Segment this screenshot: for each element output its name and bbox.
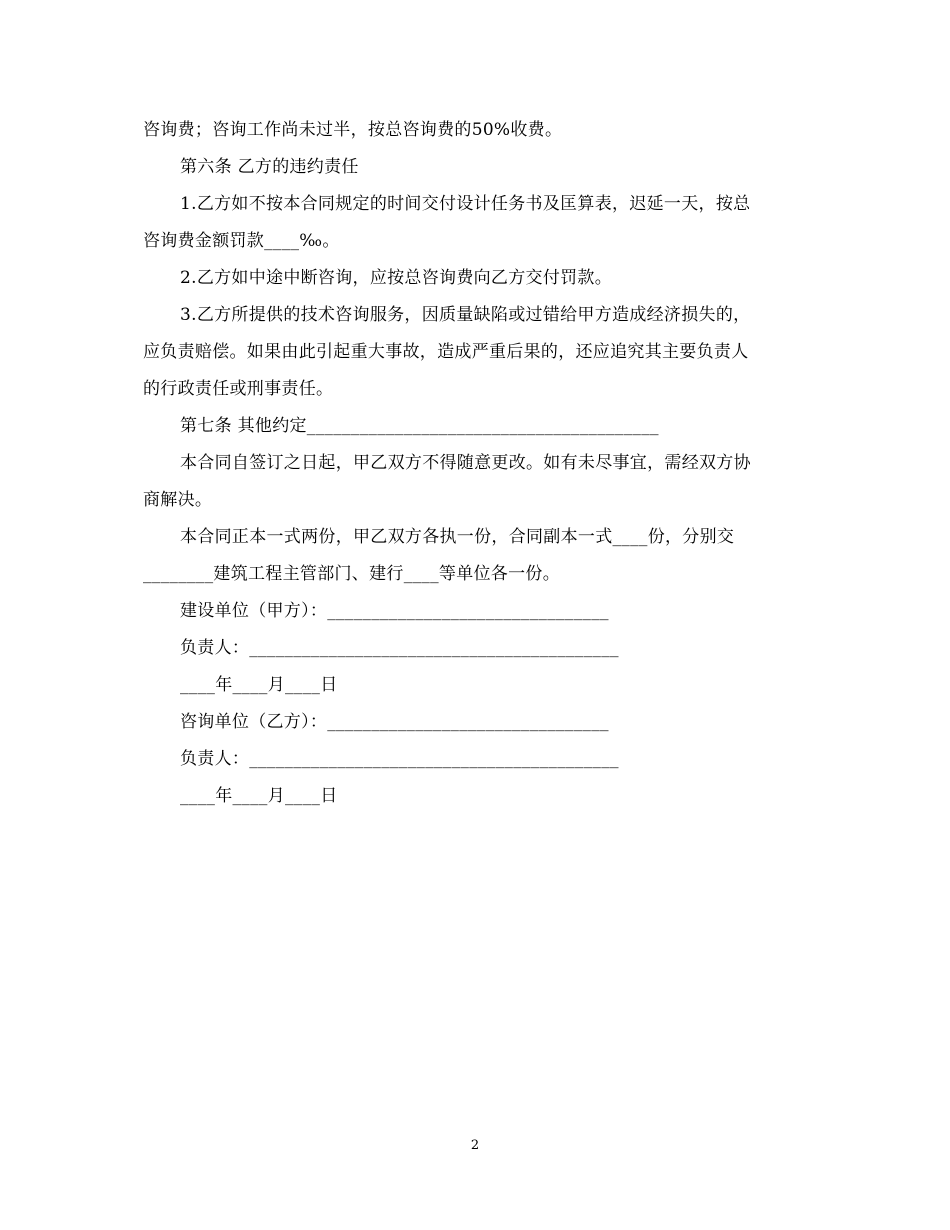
paragraph-line: 本合同自签订之日起，甲乙双方不得随意更改。如有未尽事宜，需经双方协 bbox=[180, 453, 751, 473]
signature-field: 建设单位（甲方）：________________________________ bbox=[180, 601, 609, 621]
section-heading: 第六条 乙方的违约责任 bbox=[180, 157, 359, 177]
signature-field: 负责人：__________________________________________ bbox=[180, 749, 619, 769]
section-heading: 第七条 其他约定________________________________________ bbox=[180, 416, 659, 436]
date-field: ____年____月____日 bbox=[180, 786, 338, 806]
paragraph-line: 应负责赔偿。如果由此引起重大事故，造成严重后果的，还应追究其主要负责人 bbox=[143, 342, 749, 362]
signature-field: 负责人：__________________________________________ bbox=[180, 638, 619, 658]
paragraph-line: 咨询费；咨询工作尚未过半，按总咨询费的50%收费。 bbox=[143, 120, 563, 140]
paragraph-line: 2.乙方如中途中断咨询，应按总咨询费向乙方交付罚款。 bbox=[180, 268, 613, 288]
page-number: 2 bbox=[470, 1138, 480, 1153]
paragraph-line: 1.乙方如不按本合同规定的时间交付设计任务书及匡算表，迟延一天，按总 bbox=[180, 194, 751, 214]
paragraph-line: ________建筑工程主管部门、建行____等单位各一份。 bbox=[143, 564, 560, 584]
paragraph-line: 咨询费金额罚款____‰。 bbox=[143, 231, 340, 251]
signature-field: 咨询单位（乙方）：________________________________ bbox=[180, 712, 609, 732]
paragraph-line: 商解决。 bbox=[143, 490, 213, 510]
date-field: ____年____月____日 bbox=[180, 675, 338, 695]
paragraph-line: 本合同正本一式两份，甲乙双方各执一份，合同副本一式____份，分别交 bbox=[180, 527, 735, 547]
paragraph-line: 3.乙方所提供的技术咨询服务，因质量缺陷或过错给甲方造成经济损失的， bbox=[180, 305, 751, 325]
paragraph-line: 的行政责任或刑事责任。 bbox=[143, 379, 334, 399]
